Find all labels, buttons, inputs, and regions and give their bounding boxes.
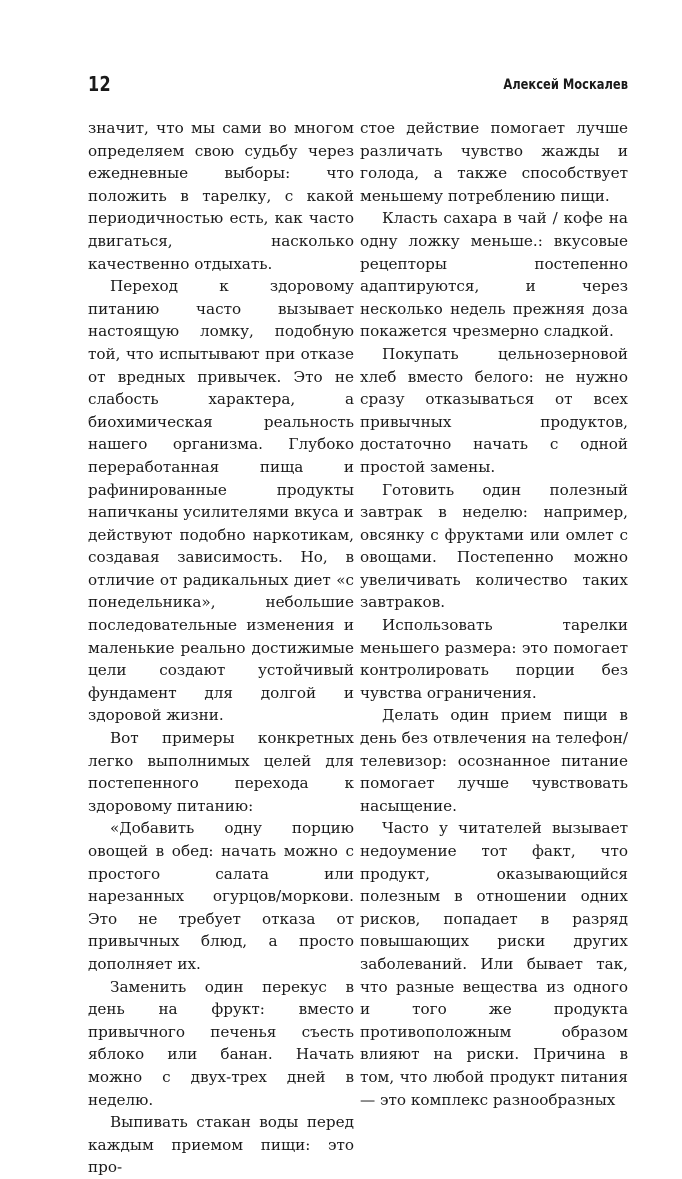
paragraph: значит, что мы сами во многом определяем свою судьбу через ежедневные выборы: что положить в тарелку, с какой периодичностью есть, как часто двигаться, насколько качественно отдыхать.: [88, 119, 354, 273]
paragraph: Класть сахара в чай / кофе на одну ложку меньше.: вкусовые рецепторы постепенно адаптируются, и через несколько недель прежняя доза покажется чрезмерно сладкой.: [360, 209, 628, 341]
paragraph: Часто у читателей вызывает недоумение тот факт, что продукт, оказывающийся полезным в отношении одних рисков, попадает в разряд повышающих риски других заболеваний. Или бывает так, что разные вещества из одного и того же продукта противоположным образом влияют на риски. Причина в том, что любой продукт питания — это комплекс разнообразных: [360, 819, 628, 1109]
right-text-column: [360, 117, 628, 1111]
paragraph: Использовать тарелки меньшего размера: это помогает контролировать порции без чувства ограничения.: [360, 616, 628, 702]
left-text-column: [88, 117, 354, 1179]
paragraph: Переход к здоровому питанию часто вызывает настоящую ломку, подобную той, что испытывают при отказе от вредных привычек. Это не слабость характера, а биохимическая реальность нашего организма. Глубоко переработанная пища и рафинированные продукты напичканы усилителями вкуса и действуют подобно наркотикам, создавая зависимость. Но, в отличие от радикальных диет «с понедельника», небольшие последовательные изменения и маленькие реально достижимые цели создают устойчивый фундамент для долгой и здоровой жизни.: [88, 277, 354, 725]
paragraph: Делать один прием пищи в день без отвлечения на телефон/телевизор: осознанное питание помогает лучше чувствовать насыщение.: [360, 706, 628, 815]
paragraph: Вот примеры конкретных легко выполнимых целей для постепенного перехода к здоровому питанию:: [88, 729, 354, 815]
page-number: 12: [88, 72, 112, 96]
paragraph: Покупать цельнозерновой хлеб вместо белого: не нужно сразу отказываться от всех привычных продуктов, достаточно начать с одной простой замены.: [360, 344, 628, 476]
paragraph: Готовить один полезный завтрак в неделю: например, овсянку с фруктами или омлет с овощами. Постепенно можно увеличивать количество таких завтраков.: [360, 480, 628, 612]
paragraph: «Добавить одну порцию овощей в обед: начать можно с простого салата или нарезанных огурцов/моркови. Это не требует отказа от привычных блюд, а просто дополняет их.: [88, 819, 354, 973]
paragraph: Заменить один перекус в день на фрукт: вместо привычного печенья съесть яблоко или банан. Начать можно с двух-трех дней в неделю.: [88, 977, 354, 1109]
running-head-author: Алексей Москалев: [503, 77, 628, 93]
paragraph: стое действие помогает лучше различать чувство жажды и голода, а также способствует меньшему потреблению пищи.: [360, 119, 628, 205]
paragraph: Выпивать стакан воды перед каждым приемом пищи: это про-: [88, 1113, 354, 1177]
